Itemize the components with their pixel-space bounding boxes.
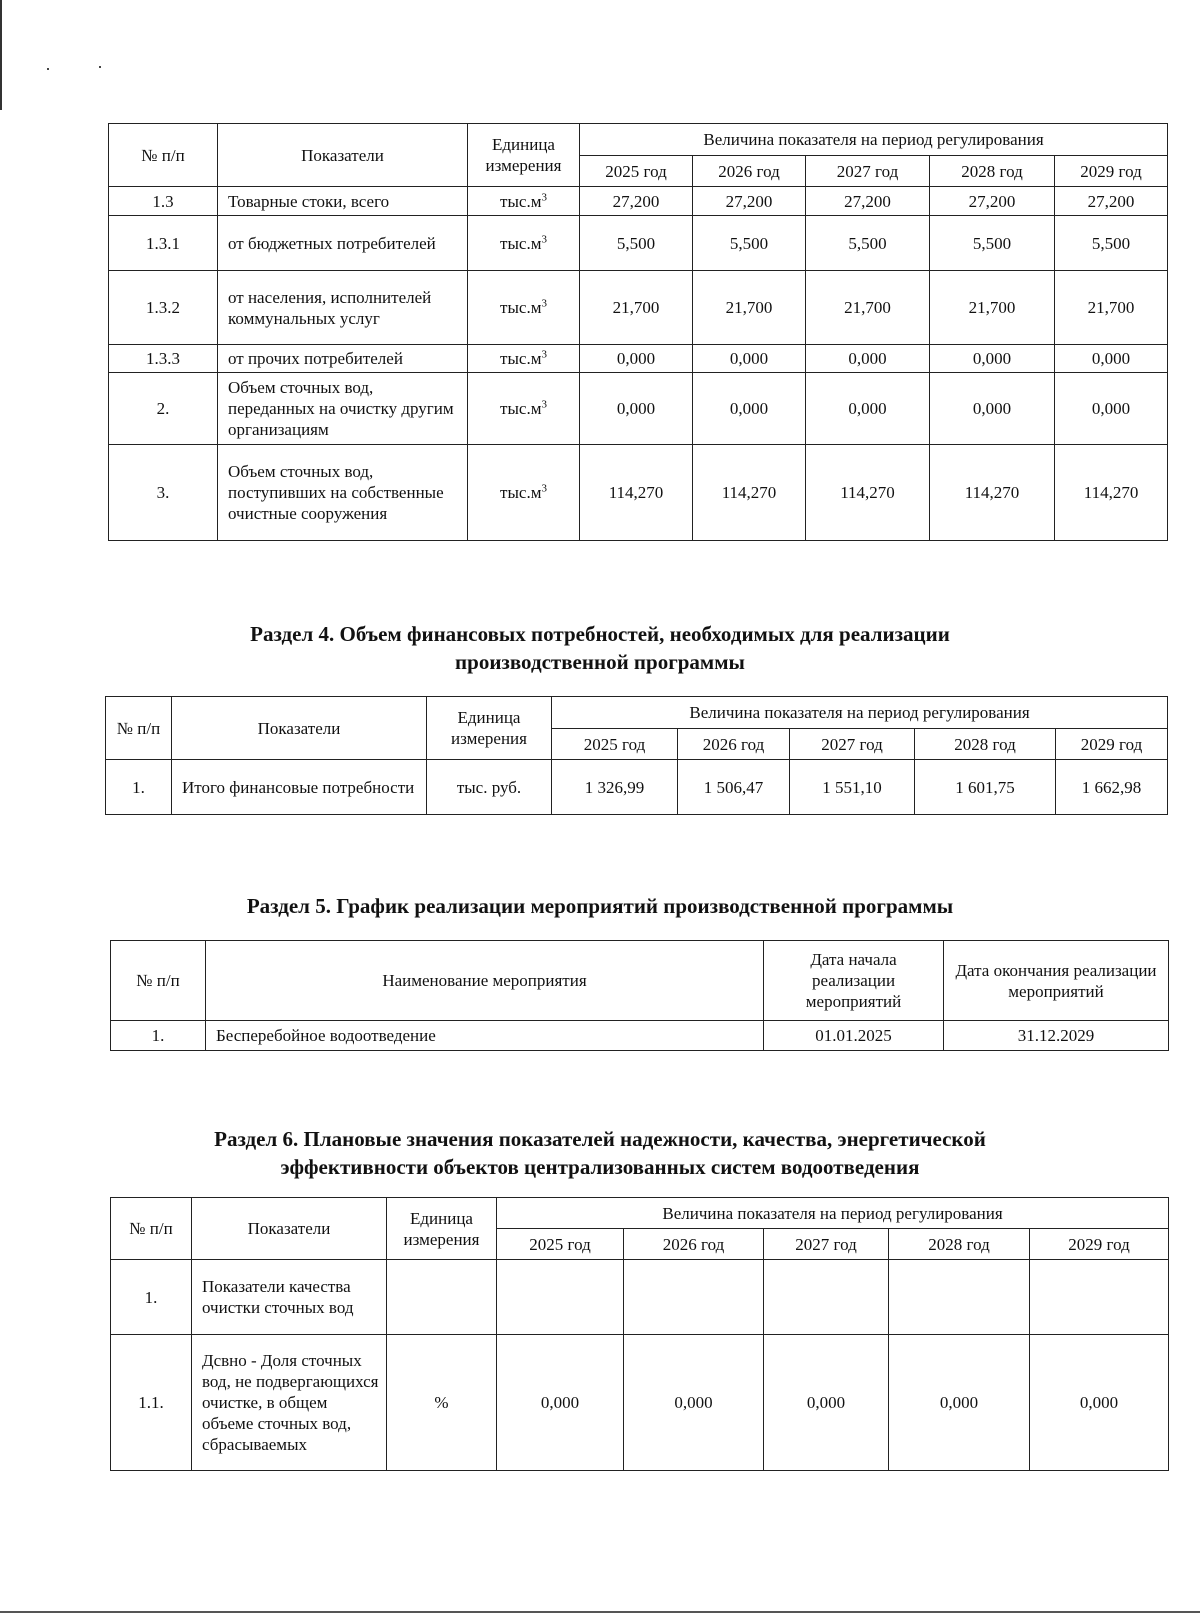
row-value: 0,000 xyxy=(930,373,1055,445)
schedule-table xyxy=(110,940,1169,1051)
row-unit: $тыс.м^3$ xyxy=(468,187,580,216)
row-name: Итого финансовые потребности xyxy=(172,760,427,815)
row-name: Дсвно - Доля сточных вод, не подвергающихся очистке, в общем объеме сточных вод, сбрасываемых xyxy=(192,1335,387,1471)
row-end-date: 31.12.2029 xyxy=(944,1021,1169,1051)
header-year: 2028 год xyxy=(889,1229,1030,1260)
table-row xyxy=(109,216,1168,271)
scan-edge-mark xyxy=(0,0,2,110)
row-value: 27,200 xyxy=(806,187,930,216)
table-row xyxy=(109,445,1168,541)
section6-title-line1: Раздел 6. Плановые значения показателей надежности, качества, энергетической xyxy=(214,1127,986,1151)
row-value: 114,270 xyxy=(580,445,693,541)
row-value: 114,270 xyxy=(693,445,806,541)
table-row xyxy=(111,1260,1169,1335)
row-value: 21,700 xyxy=(693,271,806,345)
row-name: Товарные стоки, всего xyxy=(218,187,468,216)
header-year: 2029 год xyxy=(1055,156,1168,187)
row-value: 27,200 xyxy=(580,187,693,216)
section4-title-line1: Раздел 4. Объем финансовых потребностей, необходимых для реализации xyxy=(250,622,950,646)
row-value: 1 326,99 xyxy=(552,760,678,815)
row-value: 0,000 xyxy=(693,345,806,373)
scan-bottom-line xyxy=(0,1611,1200,1613)
header-year: 2025 год xyxy=(552,729,678,760)
header-indicator: Показатели xyxy=(192,1198,387,1260)
row-name: Показатели качества очистки сточных вод xyxy=(192,1260,387,1335)
row-value xyxy=(1030,1260,1169,1335)
row-value: 0,000 xyxy=(806,373,930,445)
row-value: 0,000 xyxy=(497,1335,624,1471)
row-num: 1.3.3 xyxy=(109,345,218,373)
header-year: 2029 год xyxy=(1056,729,1168,760)
row-unit: $тыс.м^3$ xyxy=(468,373,580,445)
row-value: 0,000 xyxy=(1030,1335,1169,1471)
row-num: 1. xyxy=(111,1021,206,1051)
row-value xyxy=(764,1260,889,1335)
row-value xyxy=(624,1260,764,1335)
header-period: Величина показателя на период регулирования xyxy=(552,697,1168,729)
header-num: № п/п xyxy=(109,124,218,187)
header-year: 2027 год xyxy=(806,156,930,187)
row-value: 114,270 xyxy=(806,445,930,541)
row-value: 114,270 xyxy=(1055,445,1168,541)
row-value: 0,000 xyxy=(580,373,693,445)
row-value: 5,500 xyxy=(580,216,693,271)
scan-speck xyxy=(47,68,49,70)
row-value: 0,000 xyxy=(693,373,806,445)
row-num: 1.3.2 xyxy=(109,271,218,345)
row-name: от прочих потребителей xyxy=(218,345,468,373)
row-value: 0,000 xyxy=(580,345,693,373)
header-num: № п/п xyxy=(106,697,172,760)
row-value: 1 662,98 xyxy=(1056,760,1168,815)
table-row xyxy=(109,271,1168,345)
header-unit: Единица измерения xyxy=(427,697,552,760)
row-unit: тыс. руб. xyxy=(427,760,552,815)
row-value: 0,000 xyxy=(889,1335,1030,1471)
row-value: 1 601,75 xyxy=(915,760,1056,815)
row-name: от бюджетных потребителей xyxy=(218,216,468,271)
table-row xyxy=(106,760,1168,815)
row-value: 0,000 xyxy=(1055,373,1168,445)
header-period: Величина показателя на период регулирования xyxy=(580,124,1168,156)
table-row xyxy=(109,187,1168,216)
row-value: 5,500 xyxy=(1055,216,1168,271)
header-year: 2027 год xyxy=(764,1229,889,1260)
row-start-date: 01.01.2025 xyxy=(764,1021,944,1051)
row-value: 0,000 xyxy=(624,1335,764,1471)
row-num: 1.3.1 xyxy=(109,216,218,271)
row-value: 5,500 xyxy=(806,216,930,271)
row-name: от населения, исполнителей коммунальных услуг xyxy=(218,271,468,345)
section5-title: Раздел 5. График реализации мероприятий производственной программы xyxy=(246,894,954,918)
row-value: 21,700 xyxy=(930,271,1055,345)
row-activity-name: Бесперебойное водоотведение xyxy=(206,1021,764,1051)
header-year: 2028 год xyxy=(930,156,1055,187)
scan-speck xyxy=(99,66,101,68)
header-year: 2028 год xyxy=(915,729,1056,760)
row-value: 0,000 xyxy=(1055,345,1168,373)
row-num: 1.3 xyxy=(109,187,218,216)
reliability-indicators-table xyxy=(110,1197,1169,1471)
table-row xyxy=(111,1021,1169,1051)
row-value: 0,000 xyxy=(930,345,1055,373)
row-value xyxy=(889,1260,1030,1335)
header-year: 2025 год xyxy=(580,156,693,187)
row-value: 1 551,10 xyxy=(790,760,915,815)
row-unit: $тыс.м^3$ xyxy=(468,271,580,345)
row-num: 3. xyxy=(109,445,218,541)
header-start-date: Дата начала реализации мероприятий xyxy=(764,941,944,1021)
row-value: 27,200 xyxy=(693,187,806,216)
row-value xyxy=(497,1260,624,1335)
row-unit: $тыс.м^3$ xyxy=(468,445,580,541)
row-value: 27,200 xyxy=(1055,187,1168,216)
row-value: 21,700 xyxy=(1055,271,1168,345)
production-volume-table xyxy=(108,123,1168,541)
header-indicator: Показатели xyxy=(218,124,468,187)
header-num: № п/п xyxy=(111,941,206,1021)
financial-needs-table xyxy=(105,696,1168,815)
row-value: 27,200 xyxy=(930,187,1055,216)
table-row xyxy=(109,373,1168,445)
row-unit xyxy=(387,1260,497,1335)
table-row xyxy=(109,345,1168,373)
row-num: 1. xyxy=(106,760,172,815)
header-activity-name: Наименование мероприятия xyxy=(206,941,764,1021)
row-unit: $тыс.м^3$ xyxy=(468,216,580,271)
header-year: 2025 год xyxy=(497,1229,624,1260)
row-value: 21,700 xyxy=(580,271,693,345)
row-value: 21,700 xyxy=(806,271,930,345)
row-unit: $тыс.м^3$ xyxy=(468,345,580,373)
header-period: Величина показателя на период регулирования xyxy=(497,1198,1169,1229)
header-end-date: Дата окончания реализации мероприятий xyxy=(944,941,1169,1021)
header-year: 2026 год xyxy=(693,156,806,187)
row-num: 2. xyxy=(109,373,218,445)
header-year: 2029 год xyxy=(1030,1229,1169,1260)
row-num: 1.1. xyxy=(111,1335,192,1471)
header-unit: Единица измерения xyxy=(387,1198,497,1260)
row-value: 0,000 xyxy=(764,1335,889,1471)
header-year: 2027 год xyxy=(790,729,915,760)
section4-title-line2: производственной программы xyxy=(455,650,745,674)
row-name: Объем сточных вод, переданных на очистку другим организациям xyxy=(218,373,468,445)
row-value: 5,500 xyxy=(693,216,806,271)
row-value: 114,270 xyxy=(930,445,1055,541)
row-unit: % xyxy=(387,1335,497,1471)
row-num: 1. xyxy=(111,1260,192,1335)
section6-title-line2: эффективности объектов централизованных систем водоотведения xyxy=(280,1155,920,1179)
row-value: 0,000 xyxy=(806,345,930,373)
header-unit: Единица измерения xyxy=(468,124,580,187)
header-indicator: Показатели xyxy=(172,697,427,760)
header-year: 2026 год xyxy=(678,729,790,760)
header-num: № п/п xyxy=(111,1198,192,1260)
row-name: Объем сточных вод, поступивших на собственные очистные сооружения xyxy=(218,445,468,541)
table-row xyxy=(111,1335,1169,1471)
row-value: 5,500 xyxy=(930,216,1055,271)
header-year: 2026 год xyxy=(624,1229,764,1260)
row-value: 1 506,47 xyxy=(678,760,790,815)
